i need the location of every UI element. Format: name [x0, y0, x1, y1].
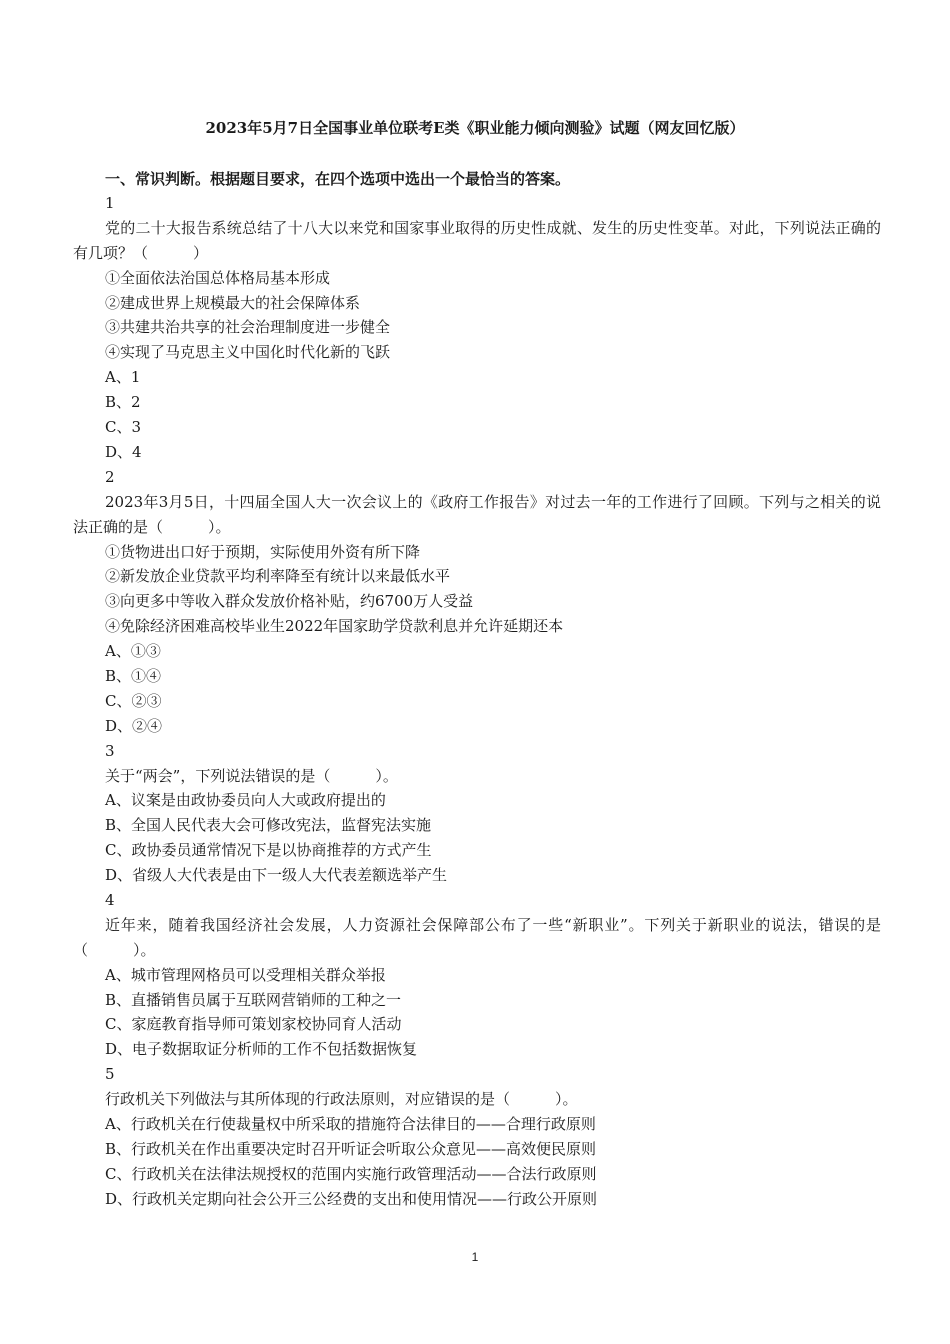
- page-number: 1: [471, 1250, 479, 1264]
- option-d: D、省级人大代表是由下一级人大代表差额选举产生: [105, 866, 448, 885]
- option-a: A、1: [105, 368, 141, 387]
- document-title: 2023年5月7日全国事业单位联考E类《职业能力倾向测验》试题（网友回忆版）: [205, 119, 745, 137]
- option-c: C、政协委员通常情况下是以协商推荐的方式产生: [105, 841, 432, 860]
- question-stem: 行政机关下列做法与其所体现的行政法原则，对应错误的是（ ）。: [105, 1090, 578, 1109]
- question-block: [73, 888, 881, 1062]
- option-a: A、行政机关在行使裁量权中所采取的措施符合法律目的——合理行政原则: [105, 1115, 596, 1133]
- statement: ④免除经济困难高校毕业生2022年国家助学贷款利息并允许延期还本: [105, 617, 564, 636]
- statement: ③向更多中等收入群众发放价格补贴，约6700万人受益: [105, 592, 474, 611]
- question-stem: 2023年3月5日，十四届全国人大一次会议上的《政府工作报告》对过去一年的工作进行了回顾。下列与之相关的说法正确的是（ ）。: [73, 492, 881, 536]
- option-d: D、②④: [105, 716, 163, 735]
- question-block: [73, 1062, 881, 1211]
- statement: ②新发放企业贷款平均利率降至有统计以来最低水平: [105, 567, 451, 586]
- question-block: [73, 739, 881, 888]
- question-stem: 近年来，随着我国经济社会发展，人力资源社会保障部公布了一些“新职业”。下列关于新职业的说法，错误的是（ ）。: [73, 915, 881, 959]
- section-heading: 一、常识判断。根据题目要求，在四个选项中选出一个最恰当的答案。: [105, 170, 571, 188]
- question-stem: 党的二十大报告系统总结了十八大以来党和国家事业取得的历史性成就、发生的历史性变革。对此，下列说法正确的有几项？（ ）: [73, 218, 881, 262]
- option-c: C、3: [105, 418, 142, 437]
- question-number: 3: [105, 741, 115, 760]
- question-stem: 关于“两会”，下列说法错误的是（ ）。: [105, 766, 398, 785]
- option-a: A、议案是由政协委员向人大或政府提出的: [105, 791, 386, 810]
- question-number: 2: [105, 467, 115, 486]
- option-c: C、②③: [105, 691, 162, 710]
- option-b: B、2: [105, 393, 141, 412]
- question-number: 4: [105, 890, 115, 909]
- option-c: C、行政机关在法律法规授权的范围内实施行政管理活动——合法行政原则: [105, 1164, 597, 1183]
- option-b: B、行政机关在作出重要决定时召开听证会听取公众意见——高效便民原则: [105, 1139, 597, 1158]
- option-d: D、4: [105, 442, 142, 461]
- statement: ③共建共治共享的社会治理制度进一步健全: [105, 318, 391, 337]
- question-list: [73, 191, 881, 1212]
- option-b: B、直播销售员属于互联网营销师的工种之一: [105, 990, 402, 1009]
- question-block: [73, 465, 881, 739]
- statement: ④实现了马克思主义中国化时代化新的飞跃: [105, 343, 391, 362]
- option-d: D、行政机关定期向社会公开三公经费的支出和使用情况——行政公开原则: [105, 1189, 598, 1208]
- option-a: A、城市管理网格员可以受理相关群众举报: [105, 965, 386, 984]
- option-b: B、①④: [105, 666, 162, 685]
- statement: ②建成世界上规模最大的社会保障体系: [105, 293, 361, 312]
- option-a: A、①③: [105, 642, 161, 661]
- question-number: 1: [105, 194, 115, 212]
- statement: ①全面依法治国总体格局基本形成: [105, 268, 331, 287]
- question-block: [73, 191, 881, 465]
- option-d: D、电子数据取证分析师的工作不包括数据恢复: [105, 1040, 418, 1059]
- option-b: B、全国人民代表大会可修改宪法，监督宪法实施: [105, 816, 432, 835]
- statement: ①货物进出口好于预期，实际使用外资有所下降: [105, 542, 421, 561]
- option-c: C、家庭教育指导师可策划家校协同育人活动: [105, 1015, 402, 1034]
- question-number: 5: [105, 1065, 115, 1084]
